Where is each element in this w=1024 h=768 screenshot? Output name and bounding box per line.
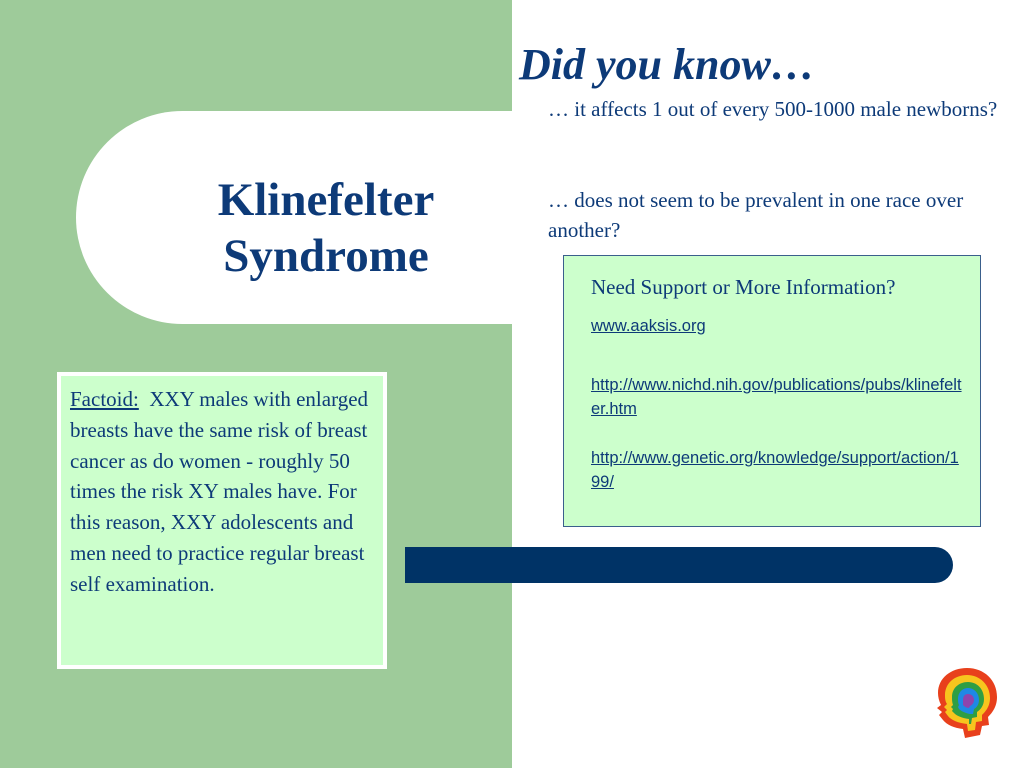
support-heading: Need Support or More Information? bbox=[591, 275, 896, 299]
support-link-aaksis[interactable]: www.aaksis.org bbox=[591, 317, 706, 335]
factoid-label: Factoid: bbox=[70, 387, 139, 411]
slide-title-line-2: Syndrome bbox=[223, 230, 429, 282]
slide-title bbox=[140, 172, 512, 284]
head-silhouette-rainbow-icon bbox=[932, 665, 1000, 741]
support-link-nichd[interactable]: http://www.nichd.nih.gov/publications/pubs/klinefelter.htm bbox=[591, 376, 962, 418]
did-you-know-heading: Did you know… bbox=[519, 40, 815, 89]
support-link-genetic[interactable]: http://www.genetic.org/knowledge/support/action/199/ bbox=[591, 449, 959, 491]
factoid-body: XXY males with enlarged breasts have the same risk of breast cancer as do women - roughly 50 times the risk XY males have. For this reason, XXY adolescents and men need to practice regular breast self examination. bbox=[70, 387, 369, 596]
support-info-box bbox=[563, 255, 981, 527]
decorative-navy-bar bbox=[405, 547, 953, 583]
fact-1: … it affects 1 out of every 500-1000 male newborns? bbox=[548, 97, 998, 121]
slide-title-line-1: Klinefelter bbox=[217, 174, 435, 226]
fact-2: … does not seem to be prevalent in one race over another? bbox=[548, 188, 964, 242]
factoid-box-inner bbox=[61, 376, 383, 665]
factoid-box bbox=[57, 372, 387, 669]
factoid-text bbox=[70, 384, 380, 600]
